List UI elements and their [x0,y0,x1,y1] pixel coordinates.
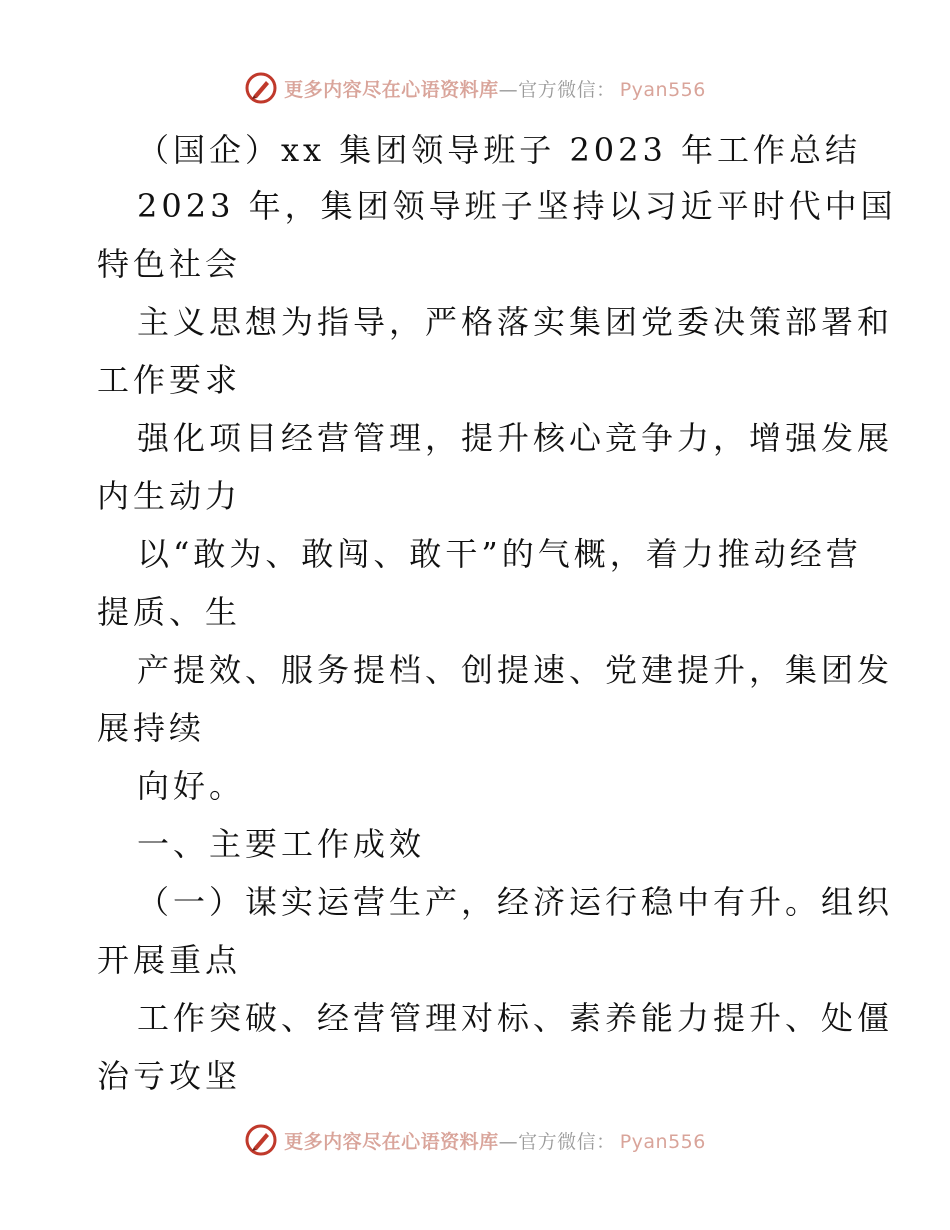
document-line: 开展重点 [97,941,242,979]
pen-logo-icon [244,1123,278,1157]
watermark-text [284,1127,706,1154]
watermark-main-text: 更多内容尽在心语资料库 [284,1130,499,1153]
document-line: （一）谋实运营生产，经济运行稳中有升。组织 [137,883,894,921]
document-line: 主义思想为指导，严格落实集团党委决策部署和 [137,303,894,341]
document-line: 向好。 [137,767,246,805]
document-title: （国企）xx 集团领导班子 2023 年工作总结 [137,131,862,169]
document-line: 治亏攻坚 [97,1057,242,1095]
watermark-wechat-label: 官方微信： [518,1130,616,1153]
watermark-wechat-label: 官方微信： [518,78,616,101]
document-line: 产提效、服务提档、创提速、党建提升，集团发 [137,651,894,689]
document-line: 内生动力 [97,477,242,515]
footer-watermark [0,1120,950,1160]
document-line: 强化项目经营管理，提升核心竞争力，增强发展 [137,419,894,457]
watermark-separator: — [498,1130,519,1153]
pen-logo-icon [244,71,278,105]
document-line: 2023 年，集团领导班子坚持以习近平时代中国 [137,187,897,225]
document-line: 以“敢为、敢闯、敢干”的气概，着力推动经营 [137,535,862,573]
watermark-separator: — [498,78,519,101]
document-line: 特色社会 [97,245,242,283]
section-heading: 一、主要工作成效 [137,825,426,863]
document-line: 工作突破、经营管理对标、素养能力提升、处僵 [137,999,894,1037]
watermark-text [284,75,706,102]
header-watermark [0,68,950,108]
document-line: 提质、生 [97,593,242,631]
watermark-main-text: 更多内容尽在心语资料库 [284,78,499,101]
watermark-wechat-id: Pyan556 [619,1130,706,1153]
watermark-wechat-id: Pyan556 [619,78,706,101]
document-line: 展持续 [97,709,206,747]
document-line: 工作要求 [97,361,242,399]
